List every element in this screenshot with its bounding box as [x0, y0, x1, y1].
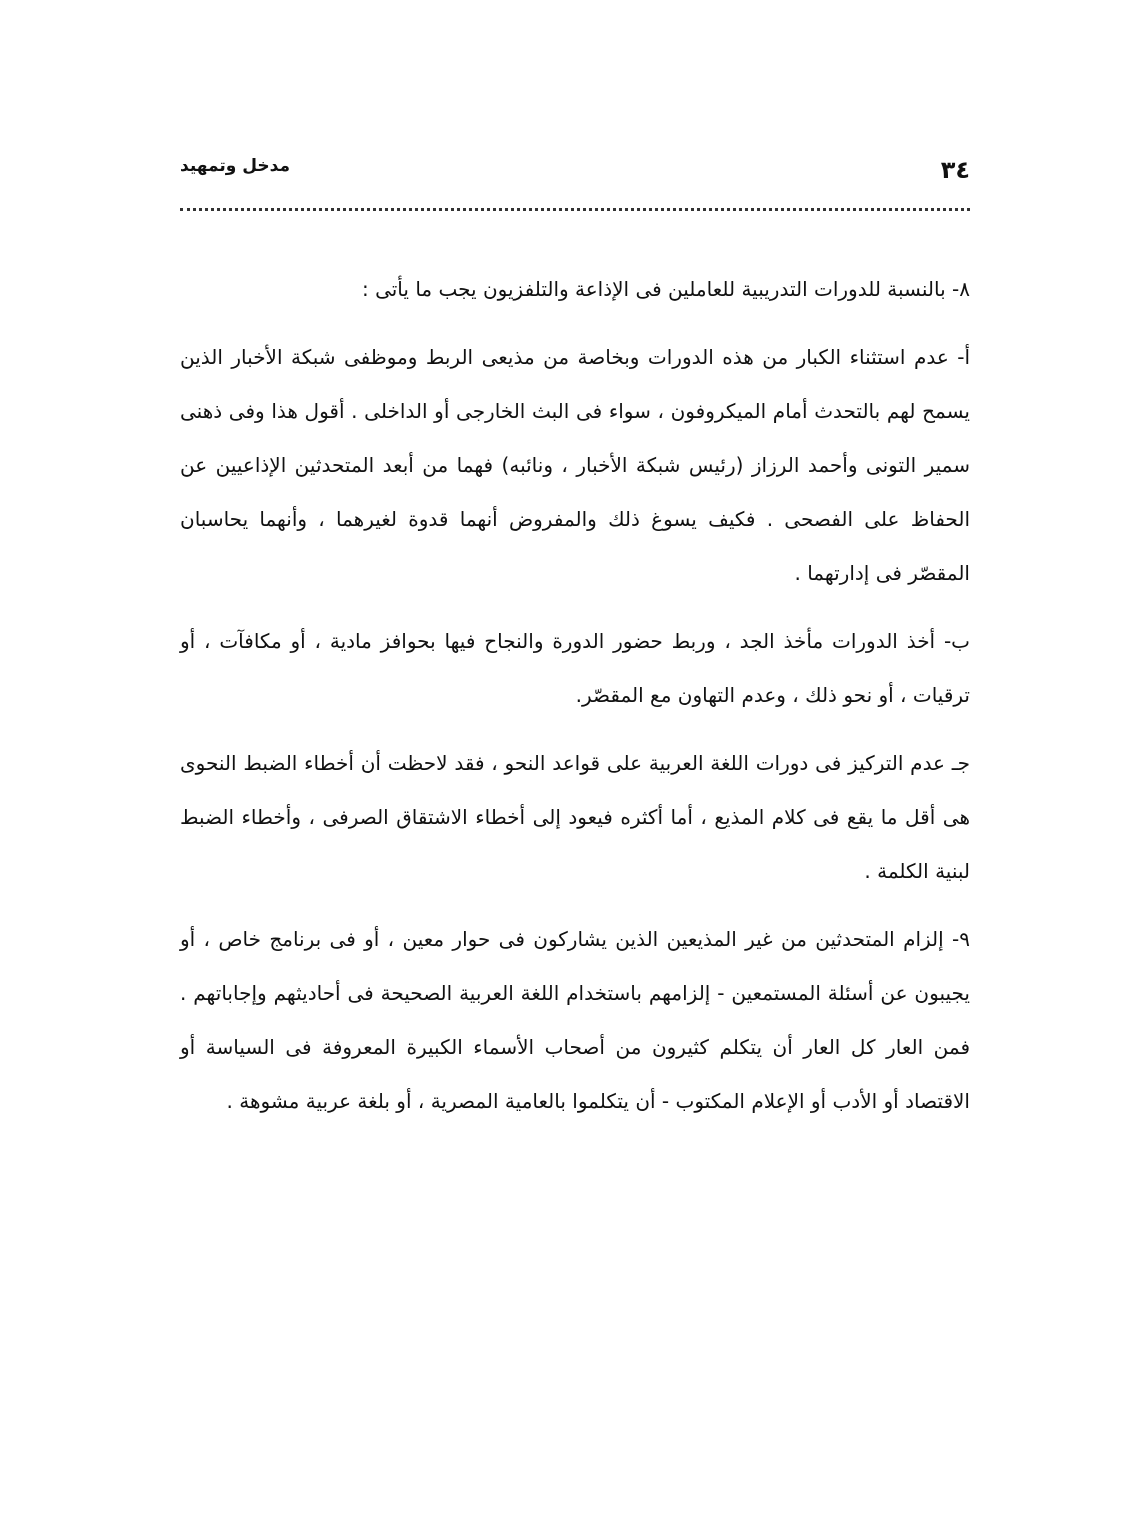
- chapter-title: مدخل وتمهيد: [180, 156, 291, 176]
- page-number: ٣٤: [940, 156, 970, 184]
- paragraph-item-8-b: ب- أخذ الدورات مأخذ الجد ، وربط حضور الدورة والنجاح فيها بحوافز مادية ، أو مكافآت ، أو ترقيات ، أو نحو ذلك ، وعدم التهاون مع المقصّر.: [180, 629, 970, 707]
- paragraph-item-8-a: أ- عدم استثناء الكبار من هذه الدورات وبخاصة من مذيعى الربط وموظفى شبكة الأخبار الذين يسمح لهم بالتحدث أمام الميكروفون ، سواء فى البث الخارجى أو الداخلى . أقول هذا وفى ذهنى سمير التونى وأحمد الرزاز (رئيس شبكة الأخبار ، ونائبه) فهما من أبعد المتحدثين الإذاعيين عن الحفاظ على الفصحى . فكيف يسوغ ذلك والمفروض أنهما قدوة لغيرهما ، وأنهما يحاسبان المقصّر فى إدارتهما .: [180, 345, 970, 585]
- running-header: [180, 150, 970, 190]
- body-text: [180, 262, 970, 1128]
- paragraph-item-8: ٨- بالنسبة للدورات التدريبية للعاملين فى الإذاعة والتلفزيون يجب ما يأتى :: [361, 277, 970, 301]
- paragraph-item-9: ٩- إلزام المتحدثين من غير المذيعين الذين يشاركون فى حوار معين ، أو فى برنامج خاص ، أو يجيبون عن أسئلة المستمعين - إلزامهم باستخدام اللغة العربية الصحيحة فى أحاديثهم وإجاباتهم . فمن العار كل العار أن يتكلم كثيرون من أصحاب الأسماء الكبيرة المعروفة فى السياسة أو الاقتصاد أو الأدب أو الإعلام المكتوب - أن يتكلموا بالعامية المصرية ، أو بلغة عربية مشوهة .: [180, 927, 970, 1113]
- header-divider: [180, 208, 970, 211]
- paragraph-item-8-c: جـ عدم التركيز فى دورات اللغة العربية على قواعد النحو ، فقد لاحظت أن أخطاء الضبط النحوى هى أقل ما يقع فى كلام المذيع ، أما أكثره فيعود إلى أخطاء الاشتقاق الصرفى ، وأخطاء الضبط لبنية الكلمة .: [180, 751, 970, 883]
